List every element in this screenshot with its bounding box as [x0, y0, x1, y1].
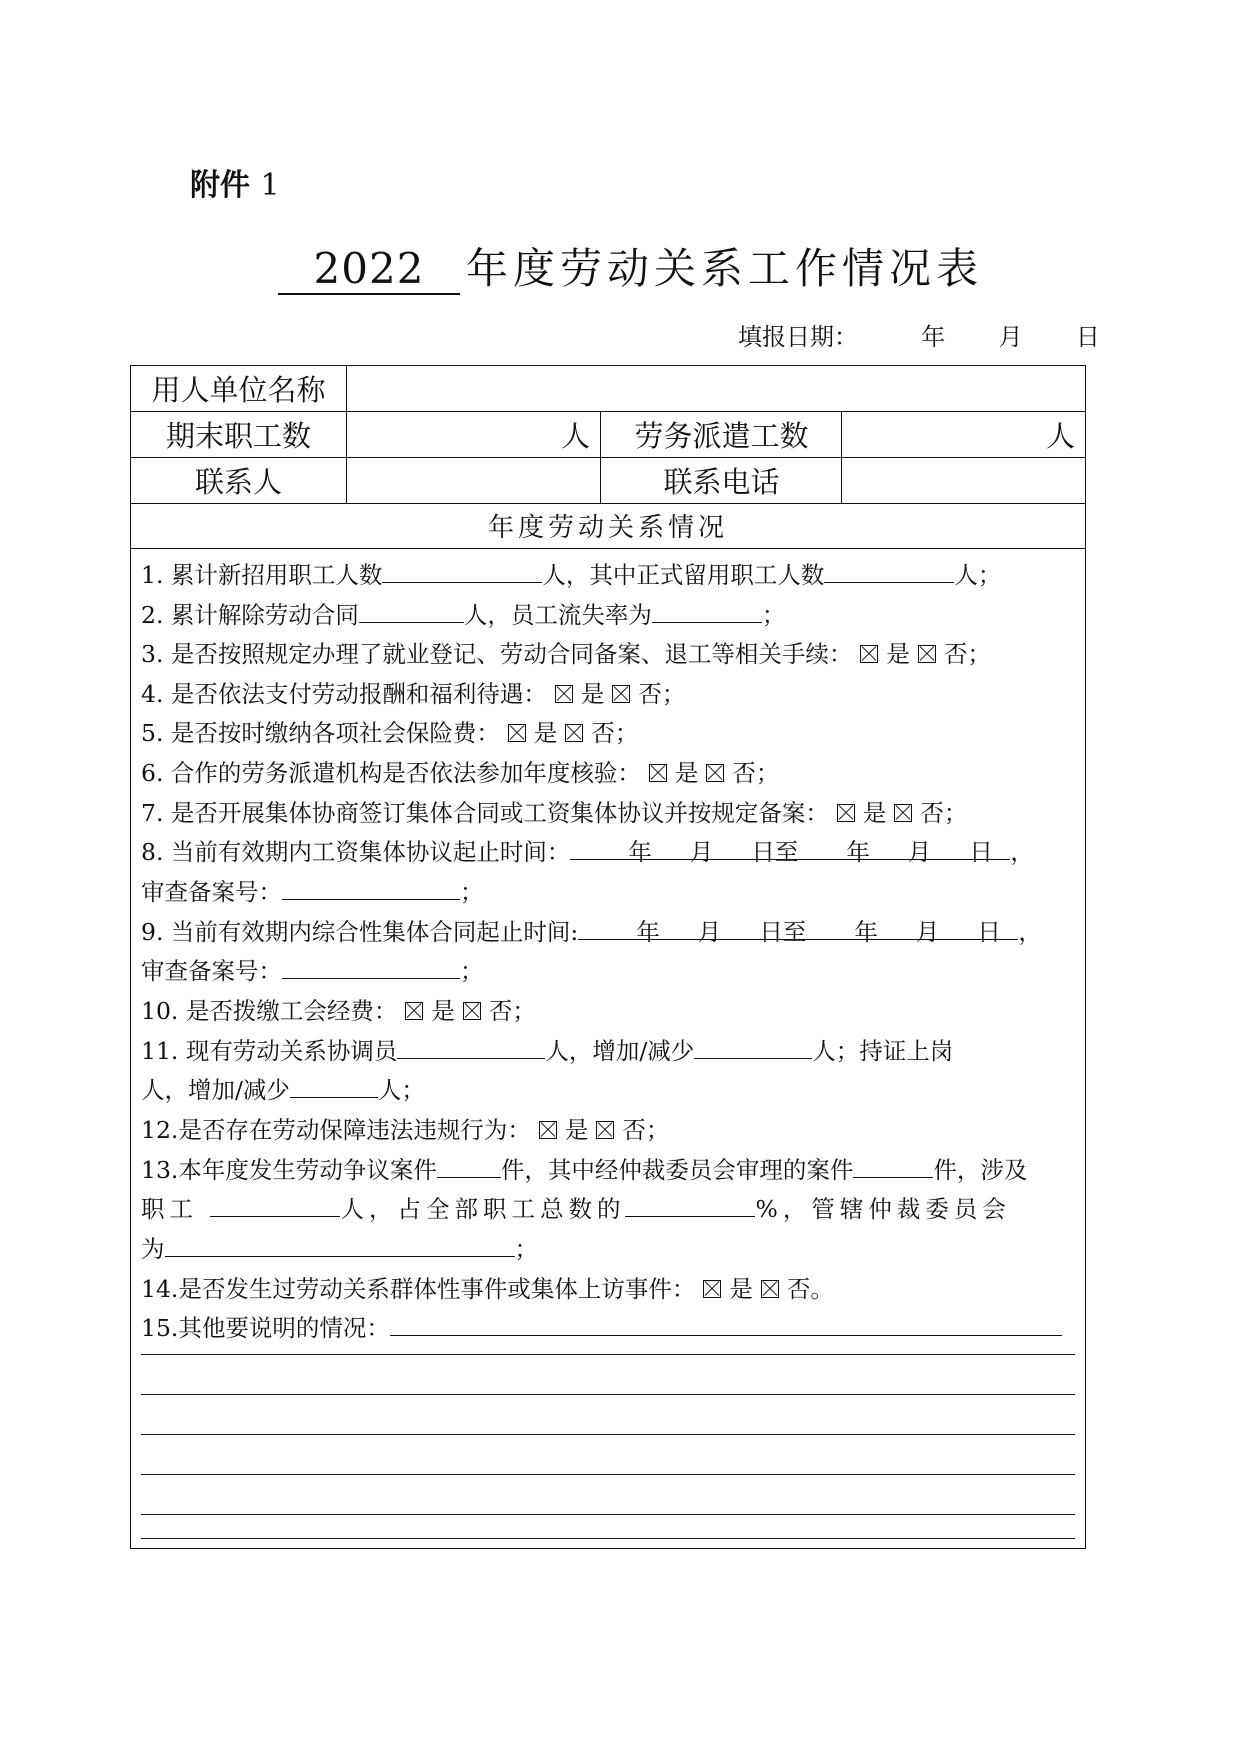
notes-line[interactable]	[141, 1354, 1075, 1355]
coordinators-change-field[interactable]	[694, 1036, 812, 1059]
checkbox-no[interactable]	[463, 1002, 481, 1020]
contact-label: 联系人	[194, 464, 282, 499]
retained-field[interactable]	[824, 560, 954, 583]
checkbox-yes[interactable]	[837, 804, 855, 822]
item-1: 1. 累计新招用职工人数 人，其中正式留用职工人数 人；	[141, 561, 1002, 589]
contact-field[interactable]	[348, 457, 600, 503]
checkbox-yes[interactable]	[860, 645, 878, 663]
item-9: 9. 当前有效期内综合性集体合同起止时间: 年 月 日至 年 月 日 ，	[141, 913, 1075, 947]
page-title	[278, 236, 983, 296]
notes-line[interactable]	[141, 1434, 1075, 1435]
checkbox-no[interactable]	[761, 1280, 779, 1298]
notes-line[interactable]	[141, 1474, 1075, 1475]
checkbox-yes[interactable]	[649, 764, 667, 782]
terminated-field[interactable]	[359, 600, 464, 623]
title-year[interactable]: 2022	[278, 244, 460, 295]
dispatch-count-label: 劳务派遣工数	[634, 418, 809, 453]
checkbox-yes[interactable]	[555, 685, 573, 703]
item-10: 10. 是否拨缴工会经费： 是 否；	[141, 997, 536, 1025]
arbitration-committee-field[interactable]	[165, 1234, 515, 1257]
item-15: 15.其他要说明的情况：	[141, 1309, 1075, 1343]
checkbox-yes[interactable]	[539, 1121, 557, 1139]
checkbox-yes[interactable]	[405, 1002, 423, 1020]
item-13: 13.本年度发生劳动争议案件 件，其中经仲裁委员会审理的案件 件，涉及	[141, 1156, 1028, 1184]
wage-agreement-period-field[interactable]: 年 月 日至 年 月 日	[570, 833, 1010, 860]
item-7: 7. 是否开展集体协商签订集体合同或工资集体协议并按规定备案： 是 否；	[141, 799, 968, 827]
checkbox-yes[interactable]	[508, 724, 526, 742]
headcount-row	[131, 411, 1085, 458]
checkbox-no[interactable]	[612, 685, 630, 703]
item-5: 5. 是否按时缴纳各项社会保险费： 是 否；	[141, 719, 639, 747]
checkbox-yes[interactable]	[703, 1280, 721, 1298]
item-8-registration: 审查备案号： ；	[141, 878, 484, 906]
notes-line[interactable]	[141, 1514, 1075, 1515]
notes-line[interactable]	[141, 1538, 1075, 1539]
item-11: 11. 现有劳动关系协调员 人，增加/减少 人；持证上岗	[141, 1037, 954, 1065]
employer-row	[131, 366, 1085, 412]
employer-name-field[interactable]	[348, 366, 1085, 411]
other-notes-field[interactable]	[390, 1313, 1062, 1336]
item-13-cont: 职工 人，占全部职工总数的 %，管辖仲裁委员会	[141, 1195, 1011, 1223]
phone-label: 联系电话	[663, 464, 780, 499]
new-hires-field[interactable]	[382, 560, 542, 583]
item-4: 4. 是否依法支付劳动报酬和福利待遇： 是 否；	[141, 680, 686, 708]
item-13-authority: 为 ；	[141, 1235, 538, 1263]
certified-change-field[interactable]	[290, 1075, 378, 1098]
item-9-registration: 审查备案号： ；	[141, 957, 484, 985]
checkbox-no[interactable]	[706, 764, 724, 782]
checkbox-no[interactable]	[596, 1121, 614, 1139]
turnover-field[interactable]	[652, 600, 762, 623]
item-14: 14.是否发生过劳动关系群体性事件或集体上访事件： 是 否。	[141, 1275, 834, 1303]
employee-count-field[interactable]: 人	[560, 418, 590, 453]
coordinators-field[interactable]	[397, 1036, 545, 1059]
dispatch-count-field[interactable]: 人	[1045, 418, 1075, 453]
item-6: 6. 合作的劳务派遣机构是否依法参加年度核验： 是 否；	[141, 759, 780, 787]
contract-registration-field[interactable]	[282, 956, 460, 979]
section-title: 年度劳动关系情况	[487, 513, 728, 543]
item-8: 8. 当前有效期内工资集体协议起止时间： 年 月 日至 年 月 日 ，	[141, 833, 1075, 867]
disputes-field[interactable]	[437, 1155, 501, 1178]
phone-field[interactable]	[843, 457, 1085, 503]
title-text: 年度劳动关系工作情况表	[466, 244, 984, 293]
item-3: 3. 是否按照规定办理了就业登记、劳动合同备案、退工等相关手续： 是 否；	[141, 640, 991, 668]
arbitration-cases-field[interactable]	[853, 1155, 933, 1178]
attachment-label: 附件 1	[190, 168, 280, 203]
collective-contract-period-field[interactable]: 年 月 日至 年 月 日	[578, 913, 1018, 940]
report-form	[130, 365, 1086, 1549]
notes-line[interactable]	[141, 1394, 1075, 1395]
employee-count-label: 期末职工数	[165, 418, 311, 453]
item-2: 2. 累计解除劳动合同 人，员工流失率为 ；	[141, 601, 786, 629]
item-12: 12.是否存在劳动保障违法违规行为： 是 否；	[141, 1116, 670, 1144]
checkbox-no[interactable]	[918, 645, 936, 663]
percent-field[interactable]	[625, 1194, 755, 1217]
workers-involved-field[interactable]	[210, 1194, 340, 1217]
checkbox-no[interactable]	[894, 804, 912, 822]
section-row	[131, 503, 1085, 549]
contact-row	[131, 457, 1085, 504]
fill-date: 填报日期： 年 月 日	[738, 323, 1100, 351]
wage-registration-field[interactable]	[282, 877, 460, 900]
employer-name-label: 用人单位名称	[151, 373, 326, 407]
checkbox-no[interactable]	[565, 724, 583, 742]
item-11-cont: 人，增加/减少 人；	[141, 1076, 425, 1104]
